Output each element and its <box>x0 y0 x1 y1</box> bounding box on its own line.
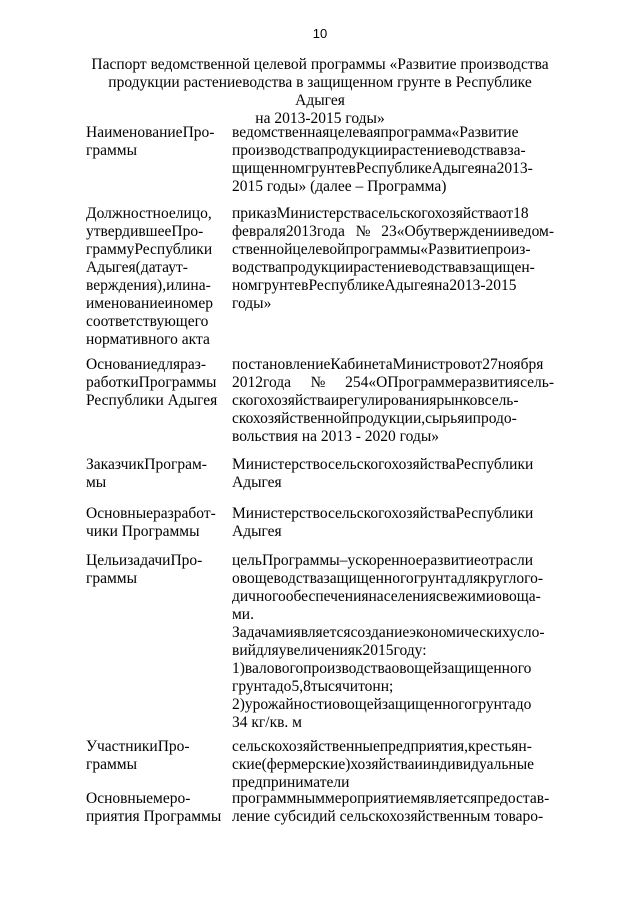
field-value <box>232 552 554 732</box>
field-label <box>86 738 220 774</box>
label-line: НаименованиеПро- <box>86 124 215 141</box>
page-number: 10 <box>312 26 328 41</box>
label-line: работкиПрограммы <box>86 374 217 391</box>
label-line: Основныеразработ- <box>86 505 216 522</box>
field-value <box>232 356 554 446</box>
value-line: овощеводствазащищенногогрунтадлякруглого- <box>232 570 544 587</box>
field-label <box>86 505 220 541</box>
value-line: водствапродукциирастениеводствавзащищен- <box>232 259 535 276</box>
value-line: 1)валовогопроизводстваовощейзащищенного <box>232 660 532 677</box>
value-line: ведомственнаяцелеваяпрограмма«Развитие <box>232 124 519 141</box>
value-line: предприниматели <box>232 774 350 791</box>
value-line: постановлениеКабинетаМинистровот27ноября <box>232 356 544 373</box>
label-line: Основныемеро- <box>86 790 191 807</box>
value-line: МинистерствосельскогохозяйстваРеспублики <box>232 456 534 473</box>
value-line: вийдляувеличенияк2015году: <box>232 642 427 659</box>
field-value <box>232 505 554 541</box>
field-label <box>86 356 220 410</box>
label-line: мы <box>86 474 107 491</box>
value-line: производствапродукциирастениеводствавза- <box>232 142 526 159</box>
field-label <box>86 552 220 588</box>
title-line: продукции растениеводства в защищенном грунте в Республике Адыгея <box>108 74 532 109</box>
value-line: Задачамиявляетсясозданиеэкономическихусло- <box>232 624 545 641</box>
label-line: Республики Адыгея <box>86 392 218 409</box>
label-line: Основаниедляраз- <box>86 356 207 373</box>
value-line: приказМинистерствасельскогохозяйстваот18 <box>232 205 529 222</box>
field-value <box>232 124 554 196</box>
field-value <box>232 205 554 313</box>
value-line: номгрунтевРеспубликеАдыгеяна2013-2015 <box>232 277 517 294</box>
value-line: грунтадо5,8тысячитонн; <box>232 678 394 695</box>
value-line: ские(фермерские)хозяйстваииндивидуальные <box>232 756 535 773</box>
label-line: ЗаказчикПрограм- <box>86 456 207 473</box>
value-line: 2)урожайностиовощейзащищенногогрунтадо <box>232 696 532 713</box>
label-line: ЦельизадачиПро- <box>86 552 203 569</box>
label-line: граммы <box>86 570 138 587</box>
field-label <box>86 205 220 349</box>
value-line: 2012года№254«ОПрограммеразвитиясель- <box>232 374 554 391</box>
label-line: граммы <box>86 756 138 773</box>
value-line: скогохозяйстваирегулированиярынковсель- <box>232 392 519 409</box>
value-line: Адыгея <box>232 474 282 491</box>
value-line: годы» <box>232 295 272 312</box>
label-line: граммуРеспублики <box>86 241 213 258</box>
value-line: Адыгея <box>232 523 282 540</box>
field-label <box>86 790 220 826</box>
field-value <box>232 738 554 792</box>
field-label <box>86 124 220 160</box>
label-line: УчастникиПро- <box>86 738 190 755</box>
value-line: ление субсидий сельскохозяйственным товаро- <box>232 808 544 825</box>
value-line: дичногообеспечениянаселениясвежимиовоща- <box>232 588 541 605</box>
value-line: цельПрограммы–ускоренноеразвитиеотрасли <box>232 552 534 569</box>
value-line: сельскохозяйственныепредприятия,крестьян- <box>232 738 532 755</box>
title-line: на 2013-2015 годы» <box>255 110 385 127</box>
value-line: 34 кг/кв. м <box>232 714 302 731</box>
value-line: февраля2013года№23«Обутвержденииведом- <box>232 223 554 240</box>
label-line: нормативного акта <box>86 331 210 348</box>
field-label <box>86 456 220 492</box>
label-line: приятия Программы <box>86 808 222 825</box>
label-line: верждения),илина- <box>86 277 211 294</box>
value-line: щищенномгрунтевРеспубликеАдыгеяна2013- <box>232 160 533 177</box>
label-line: Адыгея(датаут- <box>86 259 188 276</box>
label-line: соответствующего <box>86 313 209 330</box>
value-line: скохозяйственнойпродукции,сырьяипродо- <box>232 410 517 427</box>
label-line: граммы <box>86 142 138 159</box>
value-line: ми. <box>232 606 254 623</box>
field-value <box>232 456 554 492</box>
document-title <box>88 56 552 128</box>
value-line: вольствия на 2013 - 2020 годы» <box>232 428 439 445</box>
value-line: 2015 годы» (далее – Программа) <box>232 178 447 195</box>
label-line: утвердившееПро- <box>86 223 204 240</box>
value-line: программныммероприятиемявляетсяпредостав- <box>232 790 550 807</box>
field-value <box>232 790 554 826</box>
label-line: Должностноелицо, <box>86 205 212 222</box>
label-line: именованиеиномер <box>86 295 213 312</box>
value-line: ственнойцелевойпрограммы«Развитиепроиз- <box>232 241 531 258</box>
title-line: Паспорт ведомственной целевой программы «Развитие производства <box>91 56 549 73</box>
label-line: чики Программы <box>86 523 200 540</box>
value-line: МинистерствосельскогохозяйстваРеспублики <box>232 505 534 522</box>
